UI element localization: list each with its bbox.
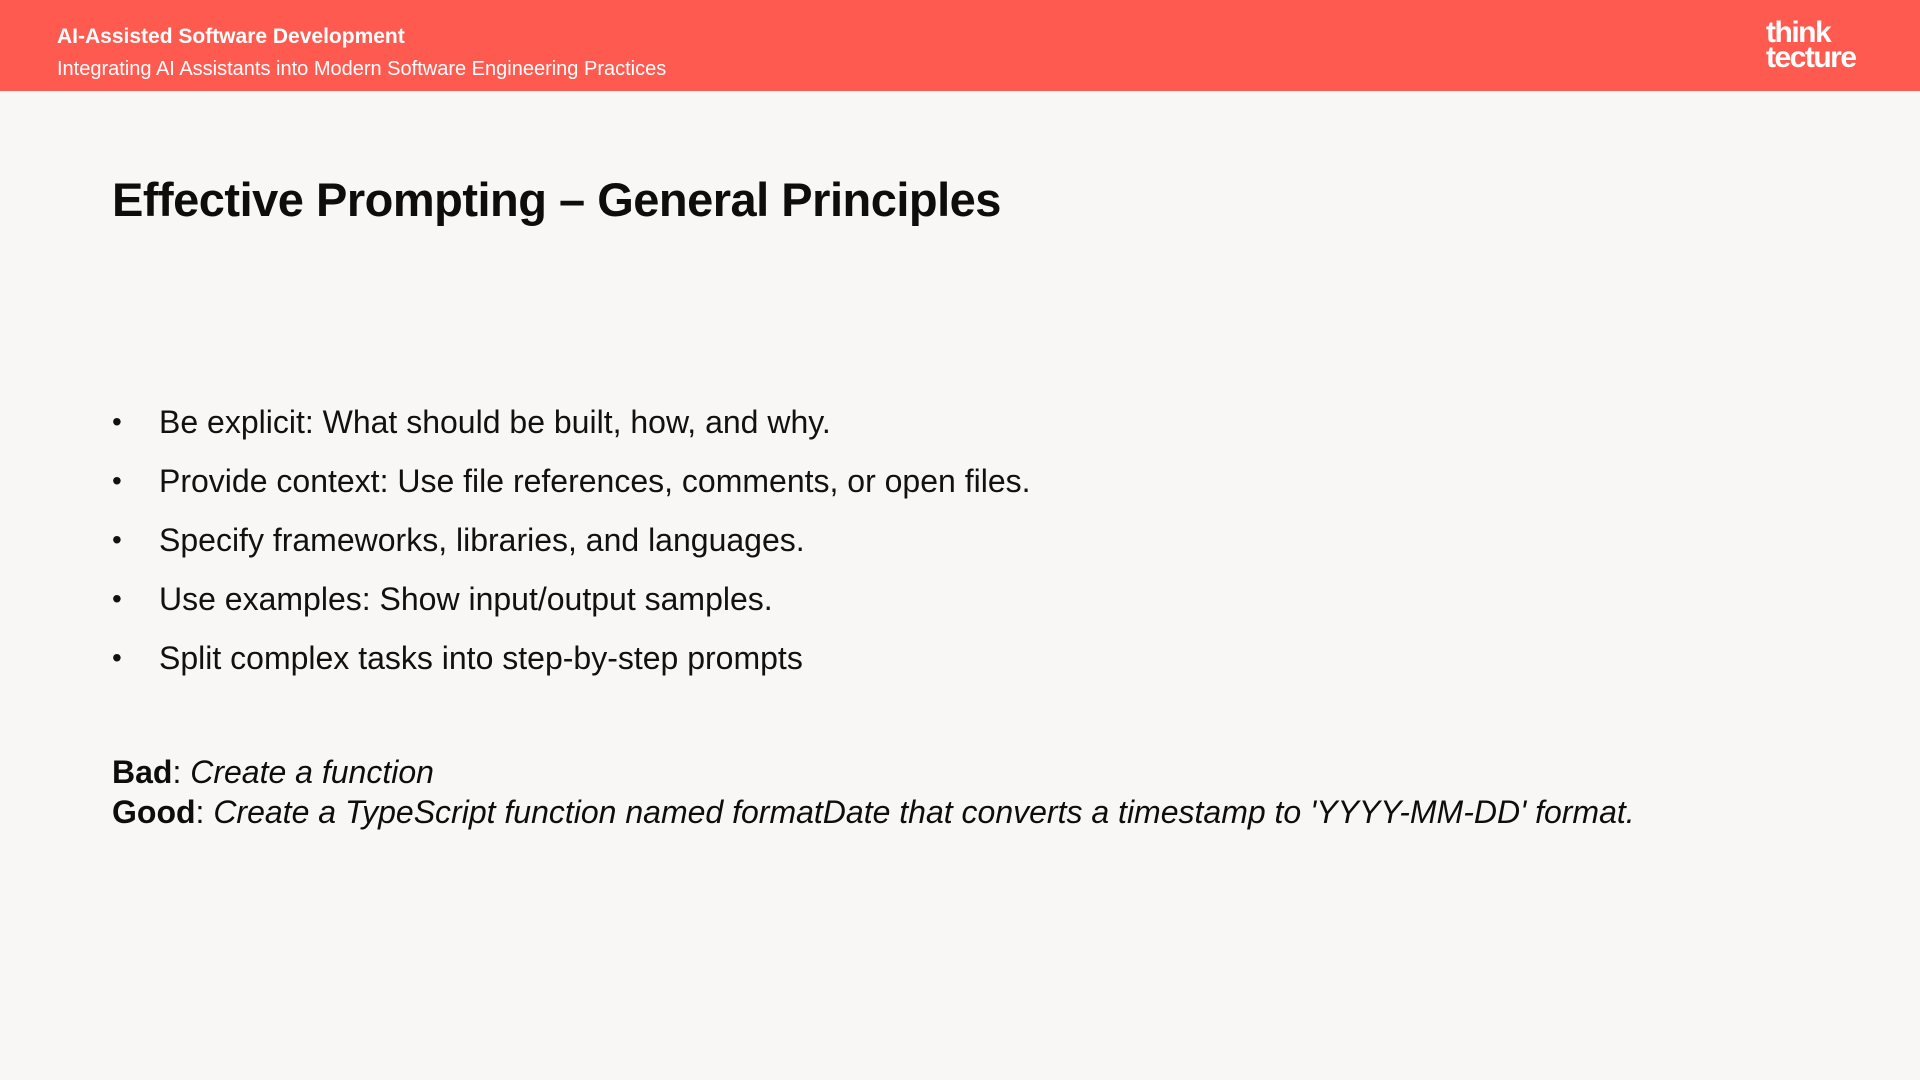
- slide-title: Effective Prompting – General Principles: [112, 173, 1001, 226]
- good-example-text: Create a TypeScript function named formatDate that converts a timestamp to 'YYYY-MM-DD' format.: [213, 794, 1635, 830]
- bullet-icon: •: [112, 406, 122, 437]
- bullet-text: Provide context: Use file references, comments, or open files.: [159, 463, 1031, 499]
- presentation-subtitle: Integrating AI Assistants into Modern Software Engineering Practices: [57, 58, 667, 80]
- bullet-text: Specify frameworks, libraries, and languages.: [159, 522, 805, 558]
- bullet-text: Split complex tasks into step-by-step prompts: [159, 640, 803, 676]
- prompt-examples: [112, 752, 1635, 832]
- header-bar: [0, 0, 1920, 91]
- bullet-icon: •: [112, 583, 122, 614]
- bad-label: Bad: [112, 754, 173, 790]
- presentation-title: AI-Assisted Software Development: [57, 25, 405, 48]
- bullet-icon: •: [112, 465, 122, 496]
- bullet-text: Be explicit: What should be built, how, and why.: [159, 404, 831, 440]
- bullet-text: Use examples: Show input/output samples.: [159, 581, 773, 617]
- thinktecture-logo: [1766, 16, 1856, 74]
- bullet-icon: •: [112, 642, 122, 673]
- good-separator: :: [195, 794, 214, 830]
- good-example: [112, 792, 1635, 832]
- good-label: Good: [112, 794, 196, 830]
- bad-example-text: Create a function: [190, 754, 434, 790]
- logo-line-tecture: tecture: [1766, 41, 1856, 74]
- bad-separator: :: [172, 754, 191, 790]
- bad-example: [112, 752, 1635, 792]
- logo-line-think: think: [1766, 16, 1831, 49]
- bullet-icon: •: [112, 524, 122, 555]
